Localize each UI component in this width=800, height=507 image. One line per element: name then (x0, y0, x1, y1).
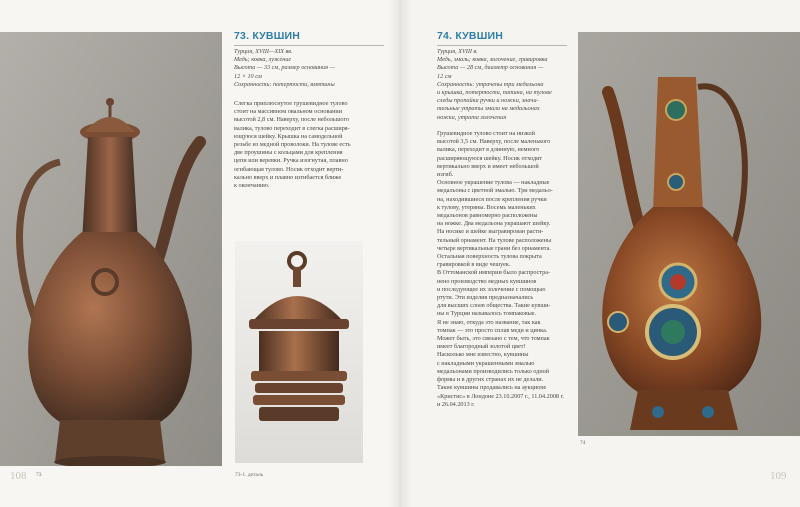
photo-number-73: 73 (36, 472, 42, 478)
body-line: стоит на массивном овальном основании (234, 108, 343, 116)
body-line: резьбе из медной проволоки. На тулове есть (234, 141, 351, 149)
body-line: валика, тулово переходит в слегка расширя- (234, 124, 350, 132)
body-line: вертикально вверх и имеет небольшой (437, 162, 539, 170)
body-line: ны в Турции называлось томпаковые. (437, 310, 537, 318)
page-number-left: 108 (10, 470, 27, 482)
body-line: цепи или веревки. Ручка изогнутая, плавно (234, 157, 348, 165)
body-line: медальонов равномерно расположены (437, 212, 538, 220)
meta-line: ножки, утрата золочения (437, 113, 507, 121)
body-line: нено производство медных кувшинов (437, 277, 537, 285)
body-line: имеет благородный золотой цвет! (437, 343, 526, 351)
body-line: на, находившиеся после крепления ручки (437, 195, 547, 203)
body-line: Я не знаю, откуда это название, так как (437, 318, 541, 326)
page-number-right: 109 (770, 470, 787, 482)
body-line: и 26.04.2013 г. (437, 400, 475, 408)
meta-line: Турция, XVIII в. (437, 48, 478, 55)
body-line: формы и в других странах их не делали. (437, 376, 544, 384)
body-line: томпак — это просто сплав меди и цинка. (437, 326, 548, 334)
body-line: кально вверх и плавно изгибается ближе (234, 173, 342, 181)
body-line: медальоны с цветной эмалью. Три медальо- (437, 187, 553, 195)
body-line: к тулову, утеряны. Восемь маленьких (437, 203, 536, 211)
body-line: тельный орнамент. На тулове расположены (437, 236, 552, 244)
photo-number-74: 74 (580, 440, 586, 446)
title-rule-74 (437, 45, 567, 46)
body-line: две проушины с кольцами для крепления (234, 149, 343, 157)
body-line: Остальная поверхность тулова покрыта (437, 253, 542, 261)
body-line: изгиб. (437, 171, 454, 179)
body-line: высотой 3,5 см. Наверху, после маленького (437, 138, 551, 146)
photo-jug-73-detail (235, 241, 363, 463)
body-line: медальонами производились только одной (437, 367, 550, 375)
title-74: 74. КУВШИН (437, 30, 503, 42)
body-line: В Оттоманской империи было распростра- (437, 269, 551, 277)
body-line: Грушевидное тулово стоит на низкой (437, 130, 535, 137)
meta-line: и крышка, потертости, патина, на тулове (437, 89, 552, 97)
meta-74 (437, 48, 552, 122)
body-line: на ножке. Два медальона украшают шейку. (437, 220, 551, 228)
body-line: ющуюся шейку. Крышка на самодельной (234, 132, 343, 140)
photo-jug-74 (578, 32, 800, 436)
body-74 (437, 130, 564, 409)
meta-line: тельные утраты эмали на медальонах (437, 105, 540, 113)
meta-line: 12 см (437, 72, 452, 80)
body-line: четыре вертикальные грани без орнамента. (437, 244, 551, 252)
book-gutter (388, 0, 412, 507)
body-line: гравировкой в виде чешуек. (437, 261, 511, 269)
body-line: Насколько мне известно, кувшины (437, 351, 529, 359)
caption-73-detail: 73-1. деталь (235, 472, 264, 478)
meta-line: следы пропайки ручки и ножки, значи- (437, 97, 539, 105)
body-line: к окончанию. (234, 182, 270, 190)
body-line: Основное украшение тулова — накладные (437, 179, 550, 187)
body-line: Слегка приплюснутое грушевидное тулово (234, 100, 348, 107)
meta-73 (234, 48, 335, 89)
meta-line: Сохранность: потертости, вмятины (234, 80, 335, 88)
meta-line: Турция, XVIII—XIX вв. (234, 48, 293, 55)
title-rule-73 (234, 45, 384, 46)
body-line: и последующее их золочение с помощью (437, 285, 546, 293)
body-line: расширяющуюся шейку. Носик отходит (437, 154, 543, 162)
body-line: Может быть, это связано с тем, что томпак (437, 335, 550, 343)
meta-line: Медь; ковка, лужение (234, 56, 292, 64)
body-line: высотой 2,8 см. Наверху, после небольшого (234, 116, 349, 124)
meta-line: Медь, эмаль; ковка, золочение, гравировка (437, 56, 548, 64)
body-line: для высших слоев общества. Такие кувши- (437, 302, 551, 310)
body-line: огибающая тулово. Носик отходит верти- (234, 165, 344, 173)
meta-line: Высота — 28 см, диаметр основания — (437, 64, 544, 72)
body-line: «Кристис» в Лондоне 23.10.2007 г., 11.04.2008 г. (437, 392, 564, 400)
meta-line: Высота — 33 см, размер основания — (234, 64, 336, 72)
title-73: 73. КУВШИН (234, 30, 300, 42)
body-line: На носике и шейке выгравирован расти- (437, 228, 544, 236)
photo-jug-73 (0, 32, 222, 466)
meta-line: Сохранность: утрачены три медальона (437, 80, 544, 88)
body-line: с накладными украшенными эмалью (437, 359, 535, 367)
body-line: ртути. Эти изделия предназначались (437, 294, 534, 302)
meta-line: 12 × 10 см (234, 72, 262, 80)
body-line: валика, переходит в длинную, немного (437, 146, 540, 154)
body-73 (234, 100, 351, 190)
body-line: Такие кувшины продавались на аукционе (437, 384, 547, 392)
